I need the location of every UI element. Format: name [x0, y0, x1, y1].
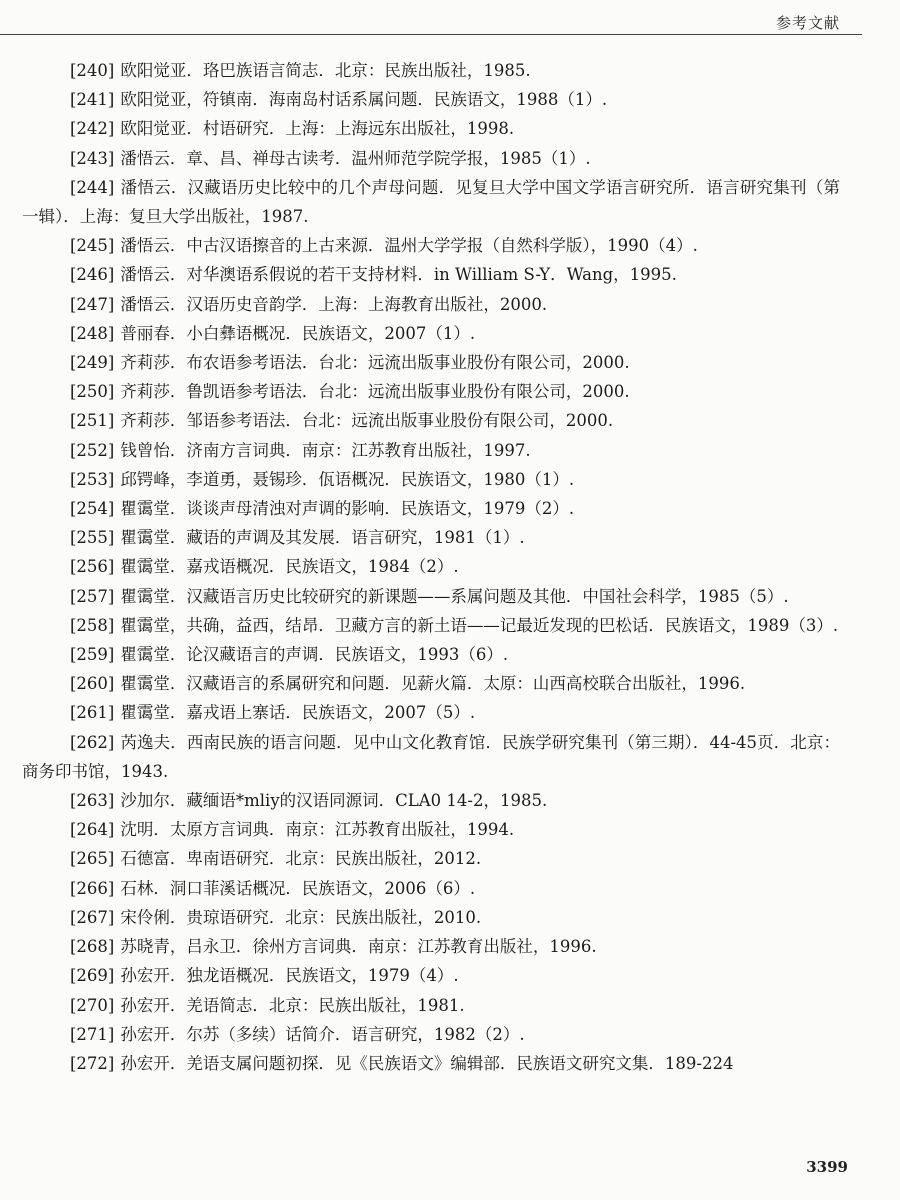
reference-entry: [22, 932, 840, 961]
reference-number: [268]: [70, 937, 115, 957]
reference-entry: [22, 348, 840, 377]
reference-number: [263]: [70, 791, 115, 811]
reference-entry: [22, 377, 840, 406]
reference-text: 普丽春．小白彝语概况．民族语文，2007（1）.: [120, 323, 476, 343]
reference-text: 沈明．太原方言词典．南京：江苏教育出版社，1994.: [120, 820, 515, 840]
reference-number: [269]: [70, 966, 115, 986]
reference-list: [22, 56, 840, 1078]
reference-number: [266]: [70, 878, 115, 898]
reference-text: 瞿霭堂．论汉藏语言的声调．民族语文，1993（6）.: [120, 645, 509, 665]
reference-text: 宋伶俐．贵琼语研究．北京：民族出版社，2010.: [120, 907, 482, 927]
reference-number: [258]: [70, 615, 115, 635]
reference-entry: [22, 436, 840, 465]
reference-text: 齐莉莎．邹语参考语法．台北：远流出版事业股份有限公司，2000.: [120, 411, 614, 431]
reference-text: 潘悟云．中古汉语擦音的上古来源．温州大学学报（自然科学版），1990（4）.: [120, 236, 698, 256]
page-number: 3399: [806, 1158, 848, 1176]
reference-entry: [22, 114, 840, 143]
reference-entry: [22, 874, 840, 903]
reference-entry: [22, 903, 840, 932]
reference-text: 芮逸夫．西南民族的语言问题．见中山文化教育馆．民族学研究集刊（第三期）．44-45页．北京：商务印书馆，1943.: [22, 732, 840, 781]
reference-entry: [22, 815, 840, 844]
reference-text: 欧阳觉亚，符镇南．海南岛村话系属问题．民族语文，1988（1）.: [120, 90, 608, 110]
reference-text: 齐莉莎．鲁凯语参考语法．台北：远流出版事业股份有限公司，2000.: [120, 382, 630, 402]
reference-entry: [22, 961, 840, 990]
reference-entry: [22, 728, 840, 786]
reference-entry: [22, 786, 840, 815]
reference-text: 潘悟云．汉语历史音韵学．上海：上海教育出版社，2000.: [120, 294, 548, 314]
reference-entry: [22, 56, 840, 85]
reference-text: 瞿霭堂．汉藏语言历史比较研究的新课题——系属问题及其他．中国社会科学，1985（5）.: [120, 586, 789, 606]
reference-number: [267]: [70, 907, 115, 927]
reference-number: [244]: [70, 177, 115, 197]
reference-text: 潘悟云．章、昌、禅母古读考．温州师范学院学报，1985（1）.: [120, 148, 591, 168]
reference-text: 石德富．卑南语研究．北京：民族出版社，2012.: [120, 849, 482, 869]
reference-number: [271]: [70, 1024, 115, 1044]
reference-number: [240]: [70, 61, 115, 80]
reference-entry: [22, 144, 840, 173]
reference-entry: [22, 290, 840, 319]
reference-text: 石林．洞口菲溪话概况．民族语文，2006（6）.: [120, 878, 476, 898]
reference-text: 瞿霭堂．谈谈声母清浊对声调的影响．民族语文，1979（2）.: [120, 499, 575, 519]
reference-number: [254]: [70, 499, 115, 519]
reference-text: 潘悟云．对华澳语系假说的若干支持材料．in William S-Y．Wang，1995.: [120, 265, 677, 285]
reference-number: [249]: [70, 353, 115, 373]
reference-number: [264]: [70, 820, 115, 840]
reference-number: [253]: [70, 469, 115, 489]
reference-number: [251]: [70, 411, 115, 431]
reference-text: 瞿霭堂．汉藏语言的系属研究和问题．见薪火篇．太原：山西高校联合出版社，1996.: [120, 674, 746, 694]
running-header-title: 参考文献: [775, 14, 840, 32]
reference-text: 瞿霭堂．嘉戎语上寨话．民族语文，2007（5）.: [120, 703, 476, 723]
reference-entry: [22, 406, 840, 435]
reference-text: 潘悟云．汉藏语历史比较中的几个声母问题．见复旦大学中国文学语言研究所．语言研究集刊（第一辑）．上海：复旦大学出版社，1987.: [22, 177, 840, 227]
reference-entry: [22, 991, 840, 1020]
reference-text: 沙加尔．藏缅语*mliy的汉语同源词．CLA0 14-2，1985.: [120, 791, 548, 811]
reference-number: [245]: [70, 236, 115, 256]
reference-number: [243]: [70, 148, 115, 168]
reference-number: [242]: [70, 119, 115, 139]
reference-entry: [22, 698, 840, 727]
reference-text: 邱锷峰，李道勇，聂锡珍．佤语概况．民族语文，1980（1）.: [120, 469, 575, 489]
reference-number: [270]: [70, 995, 115, 1015]
reference-entry: [22, 1049, 840, 1078]
reference-text: 瞿霭堂．嘉戎语概况．民族语文，1984（2）.: [120, 557, 459, 577]
reference-entry: [22, 582, 840, 611]
reference-number: [255]: [70, 528, 115, 548]
reference-entry: [22, 1020, 840, 1049]
reference-entry: [22, 173, 840, 231]
reference-text: 瞿霭堂．藏语的声调及其发展．语言研究，1981（1）.: [120, 528, 525, 548]
reference-text: 孙宏开．尔苏（多续）话简介．语言研究，1982（2）.: [120, 1024, 525, 1044]
reference-text: 孙宏开．羌语支属问题初探．见《民族语文》编辑部．民族语文研究文集．189-224: [120, 1053, 734, 1073]
header-rule: [0, 34, 862, 35]
reference-number: [241]: [70, 90, 115, 110]
reference-entry: [22, 85, 840, 114]
reference-number: [259]: [70, 645, 115, 665]
reference-number: [256]: [70, 557, 115, 577]
reference-entry: [22, 669, 840, 698]
reference-text: 苏晓青，吕永卫．徐州方言词典．南京：江苏教育出版社，1996.: [120, 937, 597, 957]
reference-number: [257]: [70, 586, 115, 606]
reference-text: 孙宏开．羌语简志．北京：民族出版社，1981.: [120, 995, 465, 1015]
reference-number: [247]: [70, 294, 115, 314]
reference-text: 欧阳觉亚．珞巴族语言简志．北京：民族出版社，1985.: [120, 61, 531, 80]
reference-entry: [22, 465, 840, 494]
reference-entry: [22, 231, 840, 260]
reference-entry: [22, 844, 840, 873]
reference-number: [262]: [70, 732, 115, 752]
reference-number: [272]: [70, 1053, 115, 1073]
reference-entry: [22, 640, 840, 669]
reference-entry: [22, 611, 840, 640]
reference-number: [250]: [70, 382, 115, 402]
reference-number: [252]: [70, 440, 115, 460]
reference-entry: [22, 494, 840, 523]
reference-text: 瞿霭堂，共确，益西，结昂．卫藏方言的新土语——记最近发现的巴松话．民族语文，1989（3）.: [120, 615, 839, 635]
reference-number: [248]: [70, 323, 115, 343]
reference-entry: [22, 552, 840, 581]
reference-text: 钱曾怡．济南方言词典．南京：江苏教育出版社，1997.: [120, 440, 531, 460]
reference-entry: [22, 260, 840, 289]
reference-entry: [22, 523, 840, 552]
reference-text: 欧阳觉亚．村语研究．上海：上海远东出版社，1998.: [120, 119, 515, 139]
reference-number: [265]: [70, 849, 115, 869]
reference-text: 孙宏开．独龙语概况．民族语文，1979（4）.: [120, 966, 459, 986]
reference-number: [261]: [70, 703, 115, 723]
reference-number: [246]: [70, 265, 115, 285]
reference-text: 齐莉莎．布农语参考语法．台北：远流出版事业股份有限公司，2000.: [120, 353, 630, 373]
reference-entry: [22, 319, 840, 348]
reference-number: [260]: [70, 674, 115, 694]
